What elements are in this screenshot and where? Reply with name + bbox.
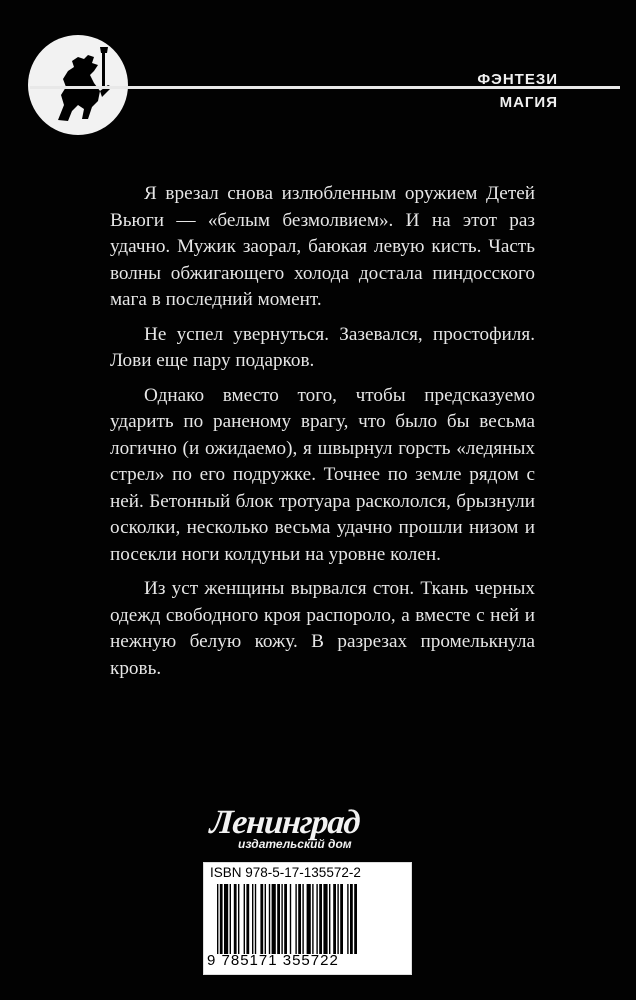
barcode-bar — [290, 884, 291, 954]
barcode-bar — [269, 884, 270, 954]
isbn-label: ISBN 978-5-17-135572-2 — [210, 865, 361, 880]
isbn-barcode — [203, 862, 412, 975]
paragraph: Из уст женщины вырвался стон. Ткань черных одежд свободного кроя распороло, а вместе с ней и нежную белую кожу. В разрезах промелькнула кровь. — [110, 578, 535, 679]
paragraph: Не успел увернуться. Зазевался, простофиля. Лови еще пару подарков. — [110, 323, 535, 371]
barcode-bar — [312, 884, 313, 954]
barcode-bar — [281, 884, 282, 954]
barcode-bar — [354, 884, 357, 954]
barcode-digits: 9 785171 355722 — [207, 952, 339, 969]
lion-logo-icon — [28, 35, 128, 135]
barcode-bar — [217, 884, 218, 954]
barcode-bar — [255, 884, 256, 954]
barcode-bar — [252, 884, 253, 954]
barcode-bar — [224, 884, 228, 954]
paragraph: Я врезал снова излюбленным оружием Детей Вьюги — «белым безмолвием». И на этот раз удачно. Мужик заорал, баюкая левую кисть. Часть волны обжигающего холода достала пиндосского мага в последний момент. — [110, 183, 535, 310]
barcode-bar — [347, 884, 348, 954]
barcode-bar — [323, 884, 327, 954]
barcode-bar — [298, 884, 301, 954]
barcode-bar — [307, 884, 311, 954]
barcode-bar — [284, 884, 287, 954]
barcode-bar — [277, 884, 280, 954]
barcode-bars — [217, 884, 399, 954]
barcode-bar — [238, 884, 239, 954]
barcode-bar — [295, 884, 296, 954]
barcode-bar — [302, 884, 303, 954]
publisher-subtitle: издательский дом — [238, 837, 352, 851]
barcode-bar — [319, 884, 322, 954]
barcode-bar — [230, 884, 231, 954]
barcode-bar — [337, 884, 338, 954]
genre-magic: МАГИЯ — [499, 94, 558, 111]
barcode-bar — [350, 884, 353, 954]
genre-labels — [477, 68, 558, 111]
barcode-bar — [316, 884, 317, 954]
publisher-logo — [210, 806, 370, 866]
barcode-bar — [265, 884, 266, 954]
genre-fantasy: ФЭНТЕЗИ — [477, 71, 558, 88]
publisher-name: Ленинград — [208, 804, 361, 841]
barcode-bar — [329, 884, 330, 954]
barcode-bar — [234, 884, 237, 954]
barcode-bar — [272, 884, 276, 954]
barcode-bar — [220, 884, 223, 954]
barcode-bar — [340, 884, 343, 954]
barcode-bar — [333, 884, 336, 954]
barcode-bar — [260, 884, 263, 954]
barcode-bar — [244, 884, 245, 954]
lion-emblem — [28, 35, 128, 135]
excerpt-text — [110, 181, 535, 690]
barcode-bar — [246, 884, 249, 954]
paragraph: Однако вместо того, чтобы предсказуемо ударить по раненому врагу, что было бы весьма логично (и ожидаемо), я швырнул горсть «ледяных стрел» по его подружке. Точнее по земле рядом с ней. Бетонный блок тротуара раскололся, брызнули осколки, несколько весьма удачно прошли низом и посекли ноги колдуньи на уровне колен. — [110, 384, 535, 565]
